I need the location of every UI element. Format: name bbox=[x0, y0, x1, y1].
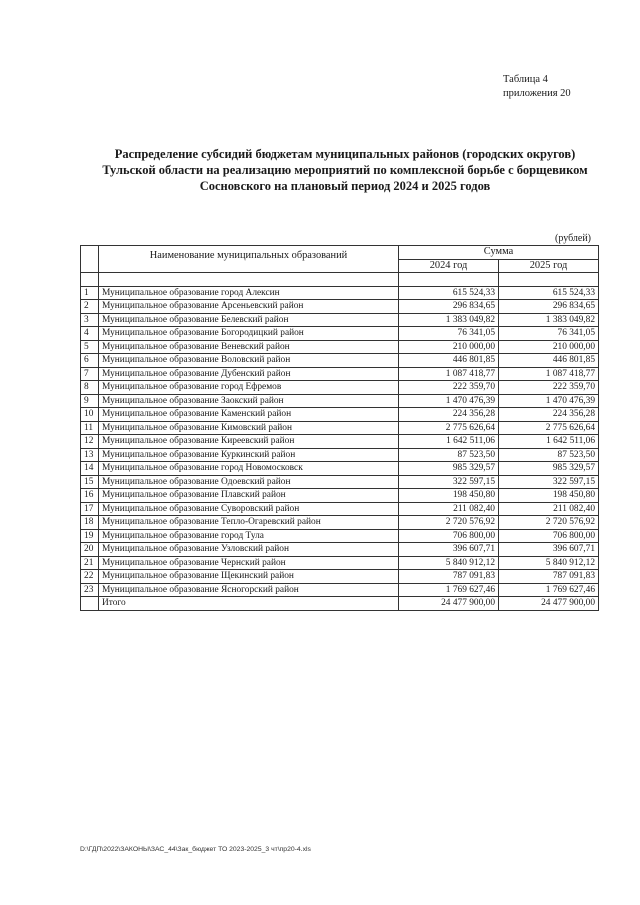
amount-2025: 615 524,33 bbox=[499, 286, 599, 300]
amount-2025: 446 801,85 bbox=[499, 354, 599, 368]
municipality-name: Муниципальное образование Куркинский район bbox=[99, 448, 399, 462]
amount-2025: 210 000,00 bbox=[499, 340, 599, 354]
amount-2024: 5 840 912,12 bbox=[399, 556, 499, 570]
amount-2025: 76 341,05 bbox=[499, 327, 599, 341]
year-2025-header: 2025 год bbox=[499, 259, 599, 273]
amount-2024: 615 524,33 bbox=[399, 286, 499, 300]
row-number: 8 bbox=[81, 381, 99, 395]
amount-2025: 396 607,71 bbox=[499, 543, 599, 557]
title-line-2: Тульской области на реализацию мероприятий по комплексной борьбе с борщевиком bbox=[102, 163, 588, 177]
row-number: 13 bbox=[81, 448, 99, 462]
unit-label: (рублей) bbox=[555, 233, 592, 244]
amount-2025: 1 642 511,06 bbox=[499, 435, 599, 449]
amount-2024: 787 091,83 bbox=[399, 570, 499, 584]
table-row bbox=[81, 300, 599, 314]
amount-2025: 706 800,00 bbox=[499, 529, 599, 543]
table-row bbox=[81, 502, 599, 516]
row-number: 6 bbox=[81, 354, 99, 368]
amount-2025: 1 383 049,82 bbox=[499, 313, 599, 327]
municipality-name: Муниципальное образование Тепло-Огаревский район bbox=[99, 516, 399, 530]
row-number: 22 bbox=[81, 570, 99, 584]
row-number: 9 bbox=[81, 394, 99, 408]
municipality-name: Муниципальное образование город Алексин bbox=[99, 286, 399, 300]
amount-2024: 87 523,50 bbox=[399, 448, 499, 462]
municipality-name: Муниципальное образование Арсеньевский район bbox=[99, 300, 399, 314]
municipality-name: Муниципальное образование город Новомосковск bbox=[99, 462, 399, 476]
municipality-name: Муниципальное образование город Ефремов bbox=[99, 381, 399, 395]
municipality-name: Муниципальное образование Щекинский район bbox=[99, 570, 399, 584]
table-row bbox=[81, 516, 599, 530]
amount-2024: 1 087 418,77 bbox=[399, 367, 499, 381]
municipality-name: Муниципальное образование Чернский район bbox=[99, 556, 399, 570]
table-row bbox=[81, 367, 599, 381]
amount-2025: 787 091,83 bbox=[499, 570, 599, 584]
municipality-name: Муниципальное образование Каменский район bbox=[99, 408, 399, 422]
municipality-name: Муниципальное образование Плавский район bbox=[99, 489, 399, 503]
row-number: 12 bbox=[81, 435, 99, 449]
amount-2025: 985 329,57 bbox=[499, 462, 599, 476]
table-row bbox=[81, 448, 599, 462]
title-line-1: Распределение субсидий бюджетам муниципальных районов (городских округов) bbox=[114, 147, 576, 161]
amount-2024: 76 341,05 bbox=[399, 327, 499, 341]
amount-2025: 222 359,70 bbox=[499, 381, 599, 395]
amount-2025: 224 356,28 bbox=[499, 408, 599, 422]
table-row bbox=[81, 489, 599, 503]
municipality-name: Муниципальное образование Узловский район bbox=[99, 543, 399, 557]
table-row bbox=[81, 394, 599, 408]
municipality-name: Муниципальное образование Веневский район bbox=[99, 340, 399, 354]
row-number: 10 bbox=[81, 408, 99, 422]
title-line-3: Сосновского на плановый период 2024 и 2025 годов bbox=[199, 179, 491, 193]
row-number: 23 bbox=[81, 583, 99, 597]
row-number: 21 bbox=[81, 556, 99, 570]
table-row bbox=[81, 475, 599, 489]
table-row bbox=[81, 570, 599, 584]
amount-2025: 198 450,80 bbox=[499, 489, 599, 503]
table-row bbox=[81, 313, 599, 327]
row-number: 3 bbox=[81, 313, 99, 327]
amount-2024: 224 356,28 bbox=[399, 408, 499, 422]
total-2025: 24 477 900,00 bbox=[499, 597, 599, 611]
amount-2024: 2 775 626,64 bbox=[399, 421, 499, 435]
row-number: 1 bbox=[81, 286, 99, 300]
amount-2025: 5 840 912,12 bbox=[499, 556, 599, 570]
row-number: 15 bbox=[81, 475, 99, 489]
municipality-name: Муниципальное образование Богородицкий район bbox=[99, 327, 399, 341]
municipality-name: Муниципальное образование Воловский район bbox=[99, 354, 399, 368]
year-2024-header: 2024 год bbox=[399, 259, 499, 273]
row-number: 11 bbox=[81, 421, 99, 435]
table-row bbox=[81, 327, 599, 341]
amount-2024: 211 082,40 bbox=[399, 502, 499, 516]
amount-2024: 198 450,80 bbox=[399, 489, 499, 503]
table-row bbox=[81, 583, 599, 597]
header-spacer-row bbox=[81, 273, 599, 287]
name-column-header: Наименование муниципальных образований bbox=[99, 246, 399, 273]
amount-2025: 1 470 476,39 bbox=[499, 394, 599, 408]
amount-2025: 2 720 576,92 bbox=[499, 516, 599, 530]
total-2024: 24 477 900,00 bbox=[399, 597, 499, 611]
index-header bbox=[81, 246, 99, 273]
amount-2024: 706 800,00 bbox=[399, 529, 499, 543]
table-row bbox=[81, 529, 599, 543]
document-title bbox=[80, 146, 610, 194]
amount-2025: 2 775 626,64 bbox=[499, 421, 599, 435]
sum-column-header: Сумма bbox=[399, 246, 599, 260]
row-number: 7 bbox=[81, 367, 99, 381]
total-label: Итого bbox=[99, 597, 399, 611]
table-row bbox=[81, 435, 599, 449]
row-number: 18 bbox=[81, 516, 99, 530]
municipality-name: Муниципальное образование Кимовский район bbox=[99, 421, 399, 435]
municipality-name: Муниципальное образование Белевский район bbox=[99, 313, 399, 327]
amount-2025: 1 769 627,46 bbox=[499, 583, 599, 597]
row-number: 19 bbox=[81, 529, 99, 543]
municipality-name: Муниципальное образование Ясногорский район bbox=[99, 583, 399, 597]
municipality-name: Муниципальное образование Одоевский район bbox=[99, 475, 399, 489]
table-row bbox=[81, 354, 599, 368]
amount-2025: 211 082,40 bbox=[499, 502, 599, 516]
row-number: 17 bbox=[81, 502, 99, 516]
row-number: 16 bbox=[81, 489, 99, 503]
row-number: 4 bbox=[81, 327, 99, 341]
amount-2024: 210 000,00 bbox=[399, 340, 499, 354]
municipality-name: Муниципальное образование Заокский район bbox=[99, 394, 399, 408]
row-number: 2 bbox=[81, 300, 99, 314]
table-row bbox=[81, 462, 599, 476]
row-number: 20 bbox=[81, 543, 99, 557]
amount-2024: 985 329,57 bbox=[399, 462, 499, 476]
subsidy-table bbox=[80, 245, 599, 611]
amount-2024: 396 607,71 bbox=[399, 543, 499, 557]
amount-2025: 1 087 418,77 bbox=[499, 367, 599, 381]
amount-2025: 322 597,15 bbox=[499, 475, 599, 489]
table-row bbox=[81, 340, 599, 354]
amount-2024: 446 801,85 bbox=[399, 354, 499, 368]
total-row bbox=[81, 597, 599, 611]
amount-2024: 1 769 627,46 bbox=[399, 583, 499, 597]
table-reference bbox=[503, 73, 571, 101]
municipality-name: Муниципальное образование Дубенский район bbox=[99, 367, 399, 381]
table-row bbox=[81, 381, 599, 395]
row-number: 14 bbox=[81, 462, 99, 476]
amount-2024: 322 597,15 bbox=[399, 475, 499, 489]
municipality-name: Муниципальное образование Суворовский район bbox=[99, 502, 399, 516]
amount-2024: 222 359,70 bbox=[399, 381, 499, 395]
amount-2024: 1 383 049,82 bbox=[399, 313, 499, 327]
amount-2025: 296 834,65 bbox=[499, 300, 599, 314]
amount-2025: 87 523,50 bbox=[499, 448, 599, 462]
amount-2024: 2 720 576,92 bbox=[399, 516, 499, 530]
amount-2024: 296 834,65 bbox=[399, 300, 499, 314]
municipality-name: Муниципальное образование Киреевский район bbox=[99, 435, 399, 449]
appendix-number: приложения 20 bbox=[503, 88, 571, 99]
table-row bbox=[81, 556, 599, 570]
file-path-footer: D:\ГДП\2022\ЗАКОНЫ\ЗАС_44\Зак_бюджет ТО 2023-2025_3 чт\пр20-4.xls bbox=[80, 846, 311, 853]
row-number: 5 bbox=[81, 340, 99, 354]
table-row bbox=[81, 408, 599, 422]
table-number: Таблица 4 bbox=[503, 74, 548, 85]
amount-2024: 1 470 476,39 bbox=[399, 394, 499, 408]
municipality-name: Муниципальное образование город Тула bbox=[99, 529, 399, 543]
table-row bbox=[81, 543, 599, 557]
table-row bbox=[81, 421, 599, 435]
amount-2024: 1 642 511,06 bbox=[399, 435, 499, 449]
table-row bbox=[81, 286, 599, 300]
